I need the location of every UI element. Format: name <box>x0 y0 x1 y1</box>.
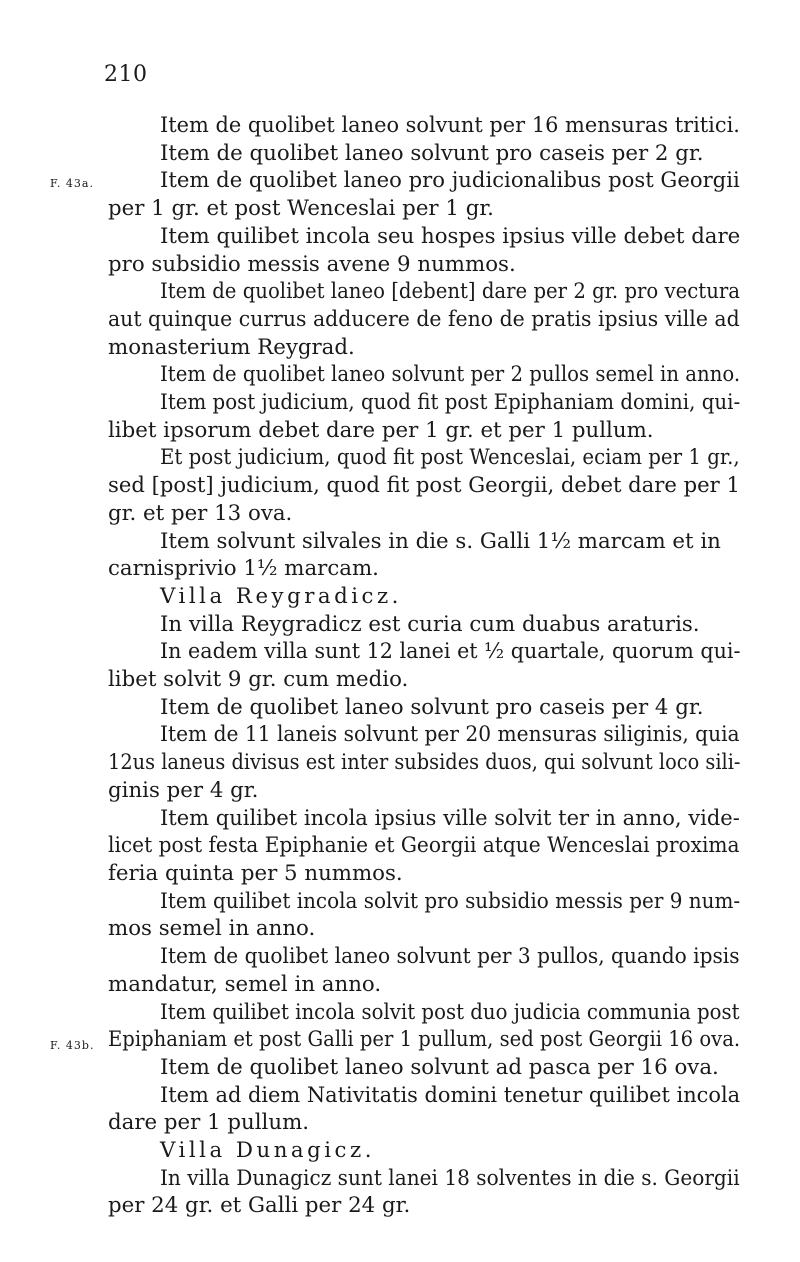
text-line: libet solvit 9 gr. cum medio. <box>108 667 409 693</box>
text-line: Et post judicium, quod fit post Wenceslai, eciam per 1 gr., <box>160 445 740 471</box>
text-line: Item quilibet incola solvit post duo judicia communia post <box>160 999 740 1025</box>
text-line: 12us laneus divisus est inter subsides duos, qui solvunt loco sili- <box>108 750 741 776</box>
text-line: monasterium Reygrad. <box>108 334 355 360</box>
text-line: Item de quolibet laneo solvunt pro caseis per 4 gr. <box>160 694 704 720</box>
text-line: Item de quolibet laneo solvunt per 2 pullos semel in anno. <box>160 362 741 388</box>
text-line: sed [post] judicium, quod fit post Georgii, debet dare per 1 <box>108 473 740 499</box>
text-line: libet ipsorum debet dare per 1 gr. et per 1 pullum. <box>108 417 654 443</box>
folio-marginal-note: F. 43a. <box>50 177 94 190</box>
text-line: carnisprivio 1½ marcam. <box>108 556 379 582</box>
text-line: Item quilibet incola seu hospes ipsius ville debet dare <box>160 223 741 249</box>
text-line: dare per 1 pullum. <box>108 1110 310 1136</box>
text-line: Item quilibet incola solvit pro subsidio messis per 9 num- <box>160 888 741 914</box>
text-line: licet post festa Epiphanie et Georgii atque Wenceslai proxima <box>108 833 740 859</box>
text-line: aut quinque currus adducere de feno de pratis ipsius ville ad <box>108 306 740 332</box>
text-line: Item de quolibet laneo solvunt pro caseis per 2 gr. <box>160 140 704 166</box>
text-line: Item de quolibet laneo [debent] dare per 2 gr. pro vectura <box>160 279 741 305</box>
text-line: Item de quolibet laneo pro judicionalibus post Georgii <box>160 168 740 194</box>
text-line: Item quilibet incola ipsius ville solvit ter in anno, vide- <box>160 805 740 831</box>
text-line: Epiphaniam et post Galli per 1 pullum, sed post Georgii 16 ova. <box>108 1027 741 1053</box>
section-heading: Villa Reygradicz. <box>160 583 402 609</box>
text-line: pro subsidio messis avene 9 nummos. <box>108 251 516 277</box>
text-line: Item de quolibet laneo solvunt per 16 mensuras tritici. <box>160 113 740 138</box>
text-line: In villa Dunagicz sunt lanei 18 solventes in die s. Georgii <box>160 1165 740 1191</box>
text-line: In eadem villa sunt 12 lanei et ½ quartale, quorum qui- <box>160 639 741 665</box>
document-body <box>108 112 740 1220</box>
section-heading: Villa Dunagicz. <box>160 1138 375 1164</box>
text-line: Item solvunt silvales in die s. Galli 1½ marcam et in <box>160 528 721 554</box>
page-number: 210 <box>104 62 148 87</box>
text-line: per 1 gr. et post Wenceslai per 1 gr. <box>108 196 494 222</box>
text-line: Item de 11 laneis solvunt per 20 mensuras siliginis, quia <box>160 722 740 748</box>
text-line: Item post judicium, quod fit post Epiphaniam domini, qui- <box>160 390 741 416</box>
folio-marginal-note: F. 43b. <box>50 1039 95 1052</box>
text-line: Item ad diem Nativitatis domini tenetur quilibet incola <box>160 1082 741 1108</box>
text-line: Item de quolibet laneo solvunt ad pasca per 16 ova. <box>160 1054 719 1080</box>
text-line: gr. et per 13 ova. <box>108 500 293 526</box>
text-line: In villa Reygradicz est curia cum duabus araturis. <box>160 611 700 637</box>
text-line: Item de quolibet laneo solvunt per 3 pullos, quando ipsis <box>160 944 740 970</box>
text-line: per 24 gr. et Galli per 24 gr. <box>108 1193 411 1219</box>
text-line: mos semel in anno. <box>108 916 316 942</box>
text-line: mandatur, semel in anno. <box>108 971 382 997</box>
text-line: feria quinta per 5 nummos. <box>108 860 403 886</box>
text-line: ginis per 4 gr. <box>108 777 259 803</box>
